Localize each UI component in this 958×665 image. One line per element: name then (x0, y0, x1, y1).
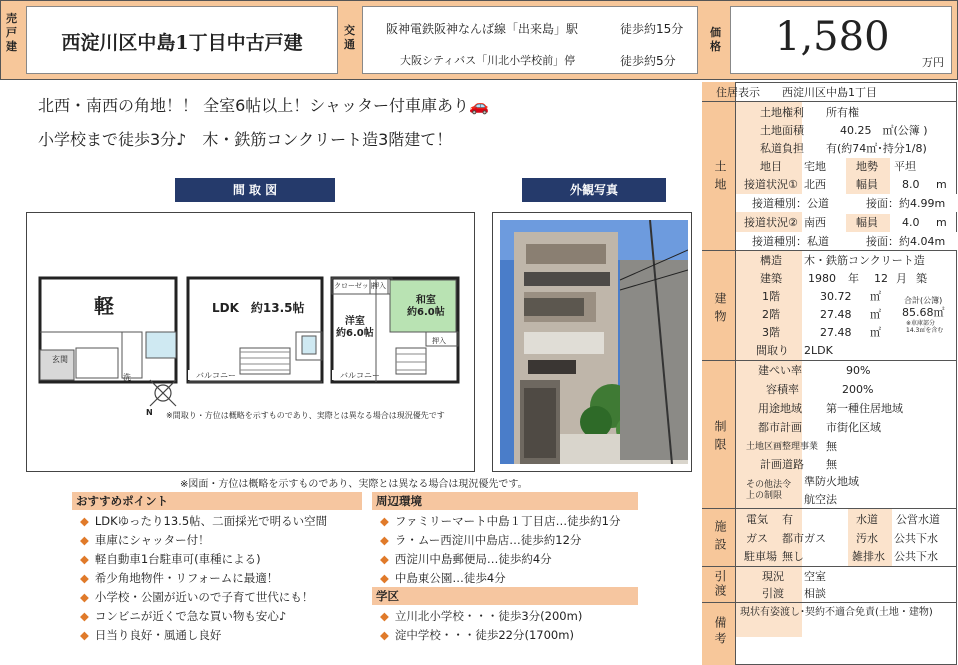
diamond-icon: ◆ (80, 628, 89, 642)
road2-type: 接道種別：私道 (752, 235, 829, 248)
gas: 都市ガス (782, 532, 826, 545)
land-category: 宅地 (804, 160, 826, 173)
room-balcony-1: バルコニー (196, 371, 236, 380)
photo-header: 外観写真 (522, 178, 666, 202)
room-western: 洋室 約6.0帖 (336, 316, 374, 339)
diamond-icon: ◆ (380, 628, 389, 642)
point-item-6: ◆ コンビニが近くで急な買い物も安心♪ (80, 609, 287, 623)
handover-label: 引渡 (713, 570, 727, 598)
catch-line-2: 小学校まで徒歩3分♪ 木・鉄筋コンクリート造3階建て！ (38, 130, 453, 149)
school-header-bar (372, 587, 638, 605)
school-item-1: ◆ 立川北小学校・・・徒歩3分(200m) (380, 609, 583, 623)
timing: 相談 (804, 587, 826, 600)
room-storage-2: 押入 (432, 337, 446, 345)
road2-width-label: 幅員 (856, 216, 878, 229)
surrounding-item-3: ◆ 西淀川中島郵便局…徒歩約4分 (380, 552, 552, 566)
plan-disclaimer: ※図面・方位は概略を示すものであり、実際とは異なる場合は現況優先です。 (180, 479, 528, 490)
divider (702, 602, 957, 603)
transport-route-2: 大阪シティバス「川北小学校前」停 (400, 54, 576, 67)
zone-label: 用途地域 (758, 402, 802, 415)
far-label: 容積率 (766, 383, 799, 396)
diamond-icon: ◆ (80, 609, 89, 623)
road2-unit: m (936, 216, 947, 229)
transport-walk-1: 徒歩約15分 (620, 22, 684, 36)
road1-unit: m (936, 178, 947, 191)
diamond-icon: ◆ (380, 609, 389, 623)
address-value: 西淀川区中島1丁目 (782, 86, 877, 99)
built-year: 1980 (808, 272, 836, 285)
exterior-photo (500, 220, 688, 464)
road1-type: 接道種別：公道 (752, 197, 829, 210)
facility-label: 施設 (713, 520, 727, 556)
transport-walk-2: 徒歩約5分 (620, 54, 676, 68)
road1-frontage: 接面：約4.99m (866, 197, 946, 210)
other-1: 準防火地域 (804, 475, 859, 488)
coverage: 90% (846, 364, 871, 377)
surrounding-item-2: ◆ ラ・ムー西淀川中島店…徒歩約12分 (380, 533, 582, 547)
floor1-unit: ㎡ (870, 290, 881, 303)
land-label: 土地 (713, 160, 727, 196)
floor1-label: 1階 (762, 290, 780, 303)
divider (702, 250, 957, 251)
elec: 有 (782, 513, 793, 526)
surrounding-item-1: ◆ ファミリーマート中島１丁目店…徒歩約1分 (380, 514, 621, 528)
room-japanese: 和室 約6.0帖 (407, 295, 445, 318)
floor1-area: 30.72 (820, 290, 852, 303)
remarks-label: 備考 (713, 616, 727, 648)
plan-label: 都市計画 (758, 421, 802, 434)
terrain-label: 地勢 (856, 160, 878, 173)
diamond-icon: ◆ (80, 571, 89, 585)
sewer: 公共下水 (894, 532, 938, 545)
catch-line-1: 北西・南西の角地！！ 全室6帖以上！シャッター付車庫あり🚗 (38, 96, 489, 115)
transport-label: 交通 (344, 24, 355, 51)
type-label: 売戸建 (6, 12, 17, 53)
page-title: 西淀川区中島1丁目中古戸建 (61, 32, 303, 54)
land-category-label: 地目 (760, 160, 782, 173)
point-item-5: ◆ 小学校・公園が近いので子育て世代にも！ (80, 590, 314, 604)
floorplan-drawing (26, 212, 475, 472)
plan: 市街化区域 (826, 421, 881, 434)
north-label: N (146, 408, 153, 417)
floorplan-header: 間 取 図 (175, 178, 335, 202)
private-road: 有(約74㎡･持分1/8) (826, 142, 927, 155)
building-label: 建物 (713, 292, 727, 328)
status: 空室 (804, 570, 826, 583)
diamond-icon: ◆ (80, 590, 89, 604)
private-road-label: 私道負担 (760, 142, 804, 155)
school-header: 学区 (376, 589, 399, 603)
layout: 2LDK (804, 344, 833, 357)
diamond-icon: ◆ (80, 552, 89, 566)
address-label: 住居表示 (716, 86, 760, 99)
elec-label: 電気 (746, 513, 768, 526)
room-closet: クローゼット (334, 282, 376, 290)
room-wash: 洗 (123, 373, 131, 382)
road-plan-label: 計画道路 (760, 458, 804, 471)
floorplan-note: ※間取り・方位は概略を示すものであり、実際とは異なる場合は現況優先です (166, 411, 445, 420)
room-garage: 軽 (94, 294, 114, 318)
floor3-unit: ㎡ (870, 326, 881, 339)
points-header: おすすめポイント (76, 494, 169, 508)
road1-label: 接道状況① (744, 178, 798, 191)
restriction-label: 制限 (713, 420, 727, 456)
floor2-area: 27.48 (820, 308, 852, 321)
road1-width: 8.0 (902, 178, 920, 191)
water-label: 水道 (856, 513, 878, 526)
land-area: 40.25 ㎡(公簿 ) (840, 124, 928, 137)
point-item-3: ◆ 軽自動車1台駐車可(車種による) (80, 552, 261, 566)
readjust: 無 (826, 440, 837, 453)
diamond-icon: ◆ (80, 514, 89, 528)
other-2: 航空法 (804, 493, 837, 506)
total-note: ※車庫部分 14.3㎡を含む (906, 320, 944, 334)
parking-label: 駐車場 (744, 550, 777, 563)
divider (702, 360, 957, 361)
divider (702, 101, 957, 102)
road1-dir: 北西 (804, 178, 826, 191)
price-unit: 万円 (922, 56, 944, 69)
road2-width: 4.0 (902, 216, 920, 229)
land-right-label: 土地権利 (760, 106, 804, 119)
diamond-icon: ◆ (80, 533, 89, 547)
total-label: 合計(公簿) (904, 296, 943, 305)
divider (702, 508, 957, 509)
price-value: 1,580 (775, 14, 890, 60)
water: 公営水道 (896, 513, 940, 526)
transport-route-1: 阪神電鉄阪神なんば線「出来島」駅 (386, 22, 579, 36)
floor2-label: 2階 (762, 308, 780, 321)
road2-dir: 南西 (804, 216, 826, 229)
point-item-7: ◆ 日当り良好・風通し良好 (80, 628, 222, 642)
structure: 木・鉄筋コンクリート造 (804, 254, 925, 267)
readjust-label: 土地区画整理事業 (746, 442, 819, 452)
room-storage-1: 押入 (372, 282, 386, 290)
price-label: 価格 (710, 26, 721, 53)
diamond-icon: ◆ (380, 533, 389, 547)
coverage-label: 建ぺい率 (758, 364, 802, 377)
school-item-2: ◆ 淀中学校・・・徒歩22分(1700m) (380, 628, 574, 642)
terrain: 平坦 (894, 160, 916, 173)
far: 200% (842, 383, 874, 396)
surroundings-header: 周辺環境 (376, 494, 422, 508)
room-balcony-2: バルコニー (340, 371, 380, 380)
point-item-2: ◆ 車庫にシャッター付！ (80, 533, 210, 547)
built-suffix: 築 (916, 272, 927, 285)
divider (702, 566, 957, 567)
timing-label: 引渡 (762, 587, 784, 600)
diamond-icon: ◆ (380, 571, 389, 585)
diamond-icon: ◆ (380, 514, 389, 528)
status-label: 現況 (762, 570, 784, 583)
year-unit: 年 (848, 272, 859, 285)
sewer-label: 汚水 (856, 532, 878, 545)
room-entrance: 玄関 (52, 355, 68, 364)
surrounding-item-4: ◆ 中島東公園…徒歩4分 (380, 571, 506, 585)
remarks: 現状有姿渡し･契約不適合免責(土地・建物) (740, 607, 933, 618)
point-item-4: ◆ 希少角地物件・リフォームに最適！ (80, 571, 279, 585)
drain: 公共下水 (894, 550, 938, 563)
road2-label: 接道状況② (744, 216, 798, 229)
parking: 無し (782, 550, 804, 563)
month-unit: 月 (896, 272, 907, 285)
zone: 第一種住居地域 (826, 402, 903, 415)
built-month: 12 (874, 272, 888, 285)
land-right: 所有権 (826, 106, 859, 119)
drain-label: 雑排水 (852, 550, 885, 563)
land-area-label: 土地面積 (760, 124, 804, 137)
built-label: 建築 (760, 272, 782, 285)
floor2-unit: ㎡ (870, 308, 881, 321)
floor3-area: 27.48 (820, 326, 852, 339)
other-label: その他法令 上の制限 (746, 480, 792, 501)
floor3-label: 3階 (762, 326, 780, 339)
room-ldk: LDK 約13.5帖 (212, 301, 305, 315)
total-area: 85.68㎡ (902, 306, 945, 319)
gas-label: ガス (746, 532, 768, 545)
layout-label: 間取り (756, 344, 789, 357)
structure-label: 構造 (760, 254, 782, 267)
point-item-1: ◆ LDKゆったり13.5帖、二面採光で明るい空間 (80, 514, 328, 528)
road-plan: 無 (826, 458, 837, 471)
diamond-icon: ◆ (380, 552, 389, 566)
road2-frontage: 接面：約4.04m (866, 235, 946, 248)
road1-width-label: 幅員 (856, 178, 878, 191)
